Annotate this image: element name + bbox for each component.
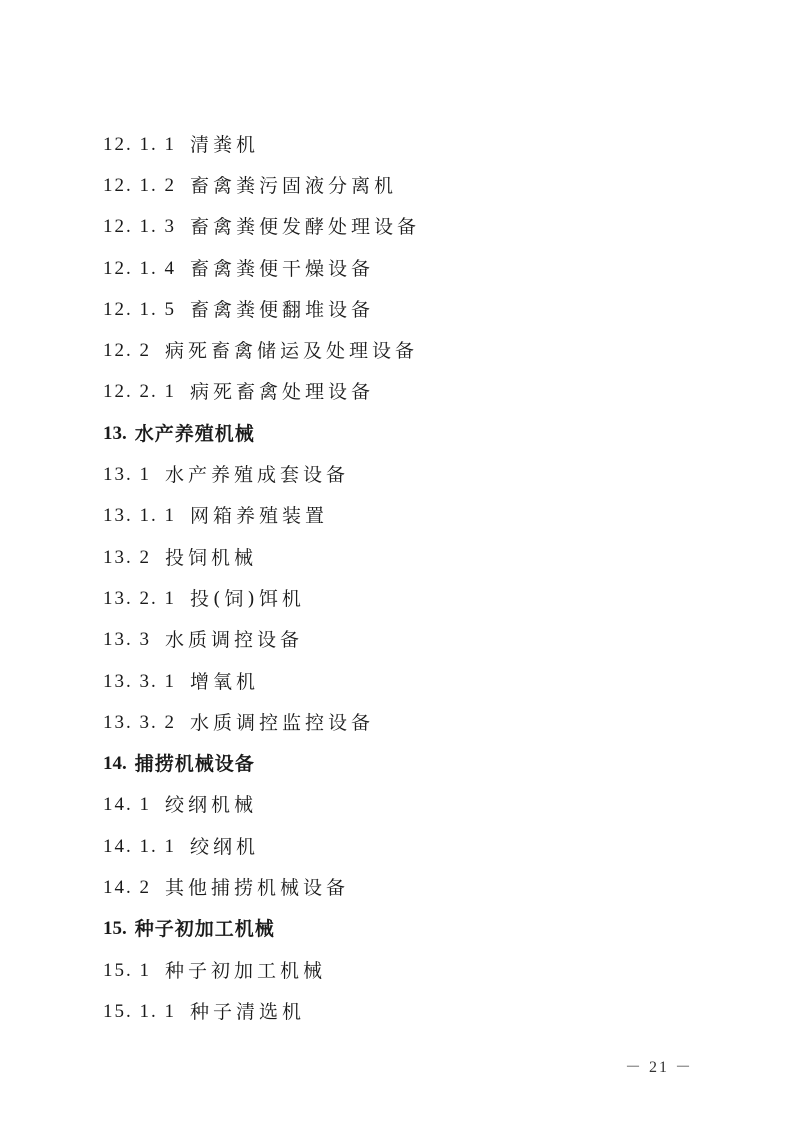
list-item xyxy=(103,165,420,206)
item-number: 15. xyxy=(103,918,127,940)
item-title: 畜禽粪污固液分离机 xyxy=(190,174,398,197)
item-title: 增氧机 xyxy=(190,670,260,693)
list-item xyxy=(103,124,420,165)
item-number: 12. 2 xyxy=(103,340,151,362)
item-title: 捕捞机械设备 xyxy=(134,753,255,776)
item-number: 13. 2 xyxy=(103,546,151,568)
item-title: 畜禽粪便干燥设备 xyxy=(190,257,375,280)
item-title: 种子初加工机械 xyxy=(134,918,275,941)
item-number: 14. xyxy=(103,753,127,775)
item-number: 14. 1 xyxy=(103,794,151,816)
item-number: 13. 3 xyxy=(103,629,151,651)
list-item xyxy=(103,702,420,743)
item-title: 水产养殖成套设备 xyxy=(165,464,350,487)
section-heading xyxy=(103,413,420,454)
list-item xyxy=(103,578,420,619)
item-title: 水产养殖机械 xyxy=(134,422,255,445)
item-title: 绞纲机 xyxy=(190,835,260,858)
list-item xyxy=(103,950,420,991)
list-item xyxy=(103,991,420,1032)
item-number: 14. 1. 1 xyxy=(103,835,176,857)
item-title: 其他捕捞机械设备 xyxy=(165,876,350,899)
list-item xyxy=(103,826,420,867)
item-number: 12. 1. 2 xyxy=(103,174,176,196)
list-item xyxy=(103,372,420,413)
page-number: － 21 － xyxy=(624,1059,693,1076)
item-number: 12. 1. 3 xyxy=(103,216,176,238)
item-title: 清粪机 xyxy=(190,133,260,156)
item-title: 网箱养殖装置 xyxy=(190,505,329,528)
list-item xyxy=(103,620,420,661)
item-number: 12. 1. 1 xyxy=(103,133,176,155)
list-item xyxy=(103,785,420,826)
list-item xyxy=(103,330,420,371)
item-number: 12. 1. 4 xyxy=(103,257,176,279)
item-title: 水质调控设备 xyxy=(165,629,304,652)
item-title: 投(饲)饵机 xyxy=(190,587,305,610)
item-number: 15. 1 xyxy=(103,959,151,981)
item-title: 种子初加工机械 xyxy=(165,959,327,982)
item-title: 投饲机械 xyxy=(165,546,258,569)
item-title: 畜禽粪便翻堆设备 xyxy=(190,298,375,321)
list-item xyxy=(103,289,420,330)
item-title: 绞纲机械 xyxy=(165,794,258,817)
item-number: 13. 2. 1 xyxy=(103,587,176,609)
list-item xyxy=(103,454,420,495)
item-title: 水质调控监控设备 xyxy=(190,711,375,734)
item-number: 15. 1. 1 xyxy=(103,1000,176,1022)
list-item xyxy=(103,867,420,908)
item-title: 种子清选机 xyxy=(190,1000,306,1023)
item-title: 畜禽粪便发酵处理设备 xyxy=(190,216,421,239)
item-title: 病死畜禽储运及处理设备 xyxy=(165,340,419,363)
list-item xyxy=(103,248,420,289)
item-number: 13. 1 xyxy=(103,464,151,486)
item-number: 14. 2 xyxy=(103,876,151,898)
list-item xyxy=(103,537,420,578)
catalog-list xyxy=(103,124,420,1033)
item-number: 13. 3. 2 xyxy=(103,711,176,733)
item-number: 12. 2. 1 xyxy=(103,381,176,403)
section-heading xyxy=(103,743,420,784)
item-number: 13. xyxy=(103,422,127,444)
item-number: 12. 1. 5 xyxy=(103,298,176,320)
item-number: 13. 3. 1 xyxy=(103,670,176,692)
item-number: 13. 1. 1 xyxy=(103,505,176,527)
list-item xyxy=(103,207,420,248)
list-item xyxy=(103,661,420,702)
item-title: 病死畜禽处理设备 xyxy=(190,381,375,404)
section-heading xyxy=(103,909,420,950)
list-item xyxy=(103,496,420,537)
